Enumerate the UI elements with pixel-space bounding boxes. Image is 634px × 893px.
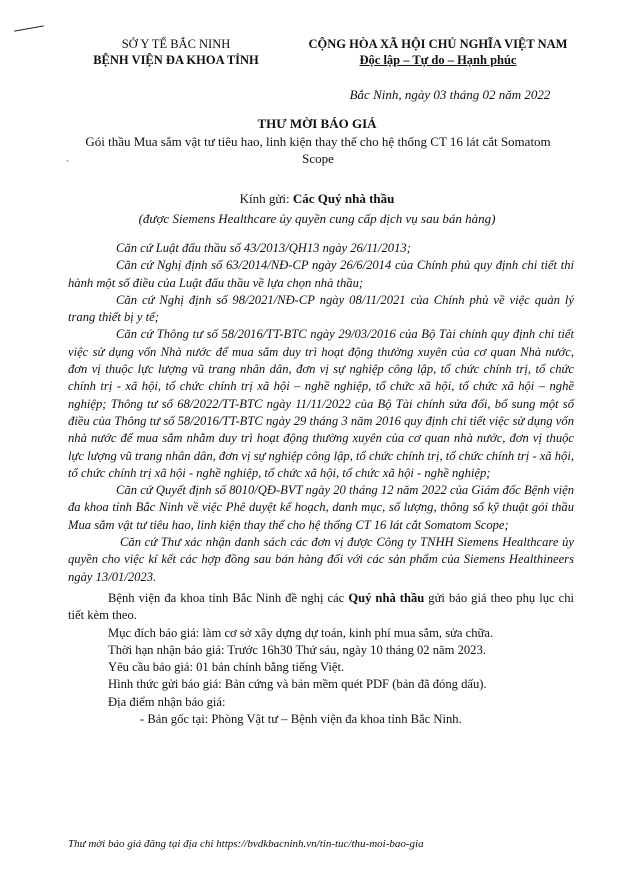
request-paragraph	[68, 590, 574, 625]
basis-item: Căn cứ Quyết định số 8010/QĐ-BVT ngày 20 tháng 12 năm 2022 của Giám đốc Bệnh viện đa khoa tỉnh Bắc Ninh về việc Phê duyệt kế hoạch, danh mục, số lượng, thông số kỹ thuật gói thầu Mua sắm vật tư tiêu hao, linh kiện thay thế cho hệ thống CT 16 lát cắt Somatom Scope;	[68, 483, 574, 532]
info-line: Yêu cầu báo giá: 01 bản chính bằng tiếng Việt.	[108, 660, 345, 675]
letter-body	[68, 240, 574, 728]
info-line: Hình thức gửi báo giá: Bản cứng và bản mềm quét PDF (bản đã đóng dấu).	[108, 677, 487, 692]
info-line: Thời hạn nhận báo giá: Trước 16h30 Thứ sáu, ngày 10 tháng 02 năm 2023.	[108, 642, 486, 657]
basis-item: Căn cứ Luật đấu thầu số 43/2013/QH13 ngày 26/11/2013;	[116, 241, 411, 255]
issuer-department: SỞ Y TẾ BẮC NINH	[121, 37, 231, 51]
basis-item: Căn cứ Nghị định số 98/2021/NĐ-CP ngày 08/11/2021 của Chính phủ về việc quản lý trang thiết bị y tế;	[68, 292, 574, 325]
info-line: Mục đích báo giá: làm cơ sở xây dựng dự toán, kinh phí mua sắm, sửa chữa.	[108, 625, 494, 640]
greeting-prefix: Kính gửi:	[239, 191, 293, 206]
document-title: THƯ MỜI BÁO GIÁ	[257, 116, 377, 131]
request-before: Bệnh viện đa khoa tỉnh Bắc Ninh đề nghị các	[108, 590, 349, 605]
national-motto: Độc lập – Tự do – Hạnh phúc	[359, 53, 517, 67]
greeting-note: (được Siemens Healthcare ủy quyền cung cấp dịch vụ sau bán hàng)	[138, 211, 496, 226]
info-line: Địa điểm nhận báo giá:	[108, 694, 226, 709]
stray-mark: `	[66, 160, 70, 171]
greeting	[0, 191, 634, 207]
request-after: gửi báo giá theo phụ lục chi tiết kèm theo.	[68, 590, 575, 623]
national-header	[278, 36, 598, 68]
pen-mark	[14, 25, 44, 31]
basis-item: Căn cứ Thông tư số 58/2016/TT-BTC ngày 29/03/2016 của Bộ Tài chính quy định chi tiết việc sử dụng vốn Nhà nước để mua sắm duy trì hoạt động thường xuyên của cơ quan Nhà nước, đơn vị thuộc lực lượng vũ trang nhân dân, đơn vị sự nghiệp công lập, tổ chức chính trị, tổ chức chính trị - xã hội, tổ chức chính trị xã hội – nghề nghiệp, tổ chức xã hội, tổ chức xã hội – nghề nghiệp; Thông tư số 68/2022/TT-BTC ngày 11/11/2022 của Bộ Tài chính sửa đổi, bổ sung một số điều của Thông tư số 58/2016/TT-BTC ngày 29 tháng 3 năm 2016 quy định chi tiết việc sử dụng vốn nhà nước để mua sắm nhằm duy trì hoạt động thường xuyên của cơ quan nhà nước, đơn vị thuộc lực lượng vũ trang nhân dân, đơn vị sự nghiệp công lập, tổ chức chính trị, tổ chức chính trị - xã hội, tổ chức chính trị xã hội - nghề nghiệp, tổ chức xã hội, tổ chức xã hội - nghề nghiệp;	[68, 327, 574, 480]
greeting-recipient: Các Quý nhà thầu	[292, 191, 395, 206]
delivery-location: - Bản gốc tại: Phòng Vật tư – Bệnh viện đa khoa tỉnh Bắc Ninh.	[140, 712, 462, 727]
issuer-hospital: BỆNH VIỆN ĐA KHOA TỈNH	[93, 53, 259, 67]
basis-item: Căn cứ Thư xác nhận danh sách các đơn vị được Công ty TNHH Siemens Healthcare ủy quyền cho việc kí kết các hợp đồng sau bán hàng đối với các sản phẩm của Siemens Healthineers ngày 13/01/2023.	[68, 535, 574, 584]
national-title: CỘNG HÒA XÃ HỘI CHỦ NGHĨA VIỆT NAM	[308, 37, 568, 51]
basis-item: Căn cứ Nghị định số 63/2014/NĐ-CP ngày 26/6/2014 của Chính phủ quy định chi tiết thi hành một số điều của Luật đấu thầu về lựa chọn nhà thầu;	[68, 258, 574, 290]
document-subtitle: Gói thầu Mua sắm vật tư tiêu hao, linh kiện thay thế cho hệ thống CT 16 lát cắt Somatom Scope	[85, 134, 551, 166]
issuer-block	[76, 36, 276, 68]
document-date: Bắc Ninh, ngày 03 tháng 02 năm 2022	[349, 87, 551, 102]
request-recipient: Quý nhà thầu	[348, 590, 425, 605]
footer-note: Thư mời báo giá đăng tại địa chỉ https://bvdkbacninh.vn/tin-tuc/thu-moi-bao-gia	[68, 838, 424, 850]
